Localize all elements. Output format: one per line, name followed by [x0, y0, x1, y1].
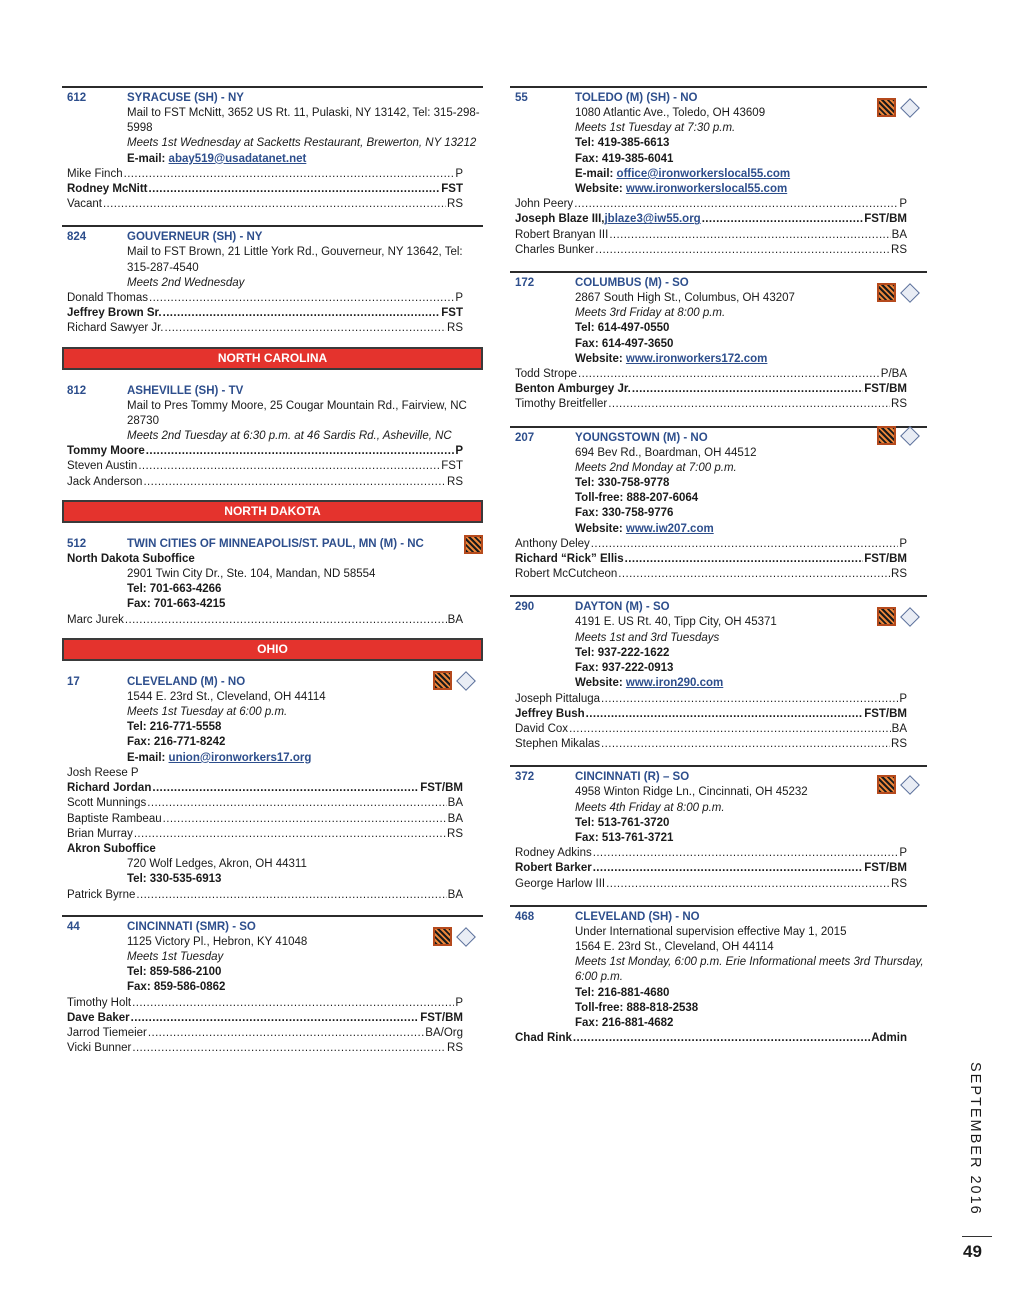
- officer-name: Rodney Adkins: [515, 847, 592, 860]
- local-number: 17: [67, 675, 80, 688]
- dot-leader: [125, 613, 447, 628]
- local-55: [510, 86, 927, 258]
- footer-divider: [962, 1236, 992, 1237]
- officer-role: FST/BM: [864, 383, 907, 396]
- email-link[interactable]: office@ironworkerslocal55.com: [616, 167, 791, 180]
- officer-role: P: [455, 292, 463, 305]
- officer-name: Jeffrey Bush: [515, 707, 585, 720]
- fax: Fax: 216-881-4682: [575, 1016, 674, 1029]
- officer-row: [62, 796, 483, 811]
- toll-free-phone: Toll-free: 888-818-2538: [575, 1001, 699, 1014]
- meeting-info: Meets 1st Wednesday at Sacketts Restaurant, Brewerton, NY 13212: [127, 137, 477, 150]
- officer-name: Richard Sawyer Jr.: [67, 322, 164, 335]
- email-line: E-mail: office@ironworkerslocal55.com: [575, 167, 791, 180]
- officer-role: RS: [891, 738, 907, 751]
- officer-row: [510, 1031, 927, 1046]
- toll-free-phone: Toll-free: 888-207-6064: [575, 492, 699, 505]
- local-name: CLEVELAND (M) - NO: [127, 675, 246, 688]
- local-612: [62, 86, 483, 212]
- certification-badge-icon: [456, 927, 475, 946]
- suboffice-officer-list: [62, 888, 483, 903]
- email-line: E-mail: abay519@usadatanet.net: [127, 152, 307, 165]
- dot-leader: [586, 707, 864, 722]
- fax: Fax: 859-586-0862: [127, 981, 226, 994]
- officer-row: [510, 552, 927, 567]
- officer-row: [62, 996, 483, 1011]
- officer-name: Timothy Breitfeller: [515, 398, 608, 411]
- address: 1125 Victory Pl., Hebron, KY 41048: [127, 935, 308, 948]
- issue-date-vertical: [963, 1060, 987, 1220]
- officer-list: [62, 444, 483, 490]
- dot-leader: [601, 692, 898, 707]
- phone: Tel: 216-881-4680: [575, 986, 670, 999]
- email-link[interactable]: abay519@usadatanet.net: [168, 152, 307, 165]
- fax: Fax: 330-758-9776: [575, 507, 674, 520]
- fax: Fax: 614-497-3650: [575, 337, 674, 350]
- officer-row: [510, 228, 927, 243]
- meeting-info: Meets 4th Friday at 8:00 p.m.: [575, 801, 725, 814]
- iaiw-logo-icon: [433, 927, 452, 946]
- local-name: YOUNGSTOWN (M) - NO: [575, 431, 708, 444]
- officer-row: [510, 861, 927, 876]
- affiliation-icons: [433, 671, 475, 690]
- officer-role: FST/BM: [864, 553, 907, 566]
- certification-badge-icon: [900, 607, 919, 626]
- officer-name: Steven Austin: [67, 460, 138, 473]
- iaiw-logo-icon: [877, 775, 896, 794]
- certification-badge-icon: [456, 671, 475, 690]
- officer-name: George Harlow III: [515, 877, 606, 890]
- officer-role: FST: [441, 183, 463, 196]
- officer-role: RS: [447, 322, 463, 335]
- officer-name: Benton Amburgey Jr.: [515, 383, 631, 396]
- state-header-north-dakota: NORTH DAKOTA: [62, 500, 483, 523]
- officer-row: [62, 459, 483, 474]
- right-column: [510, 86, 927, 1051]
- address: Mail to Pres Tommy Moore, 25 Cougar Mountain Rd., Fairview, NC 28730: [127, 399, 467, 427]
- address: 1564 E. 23rd St., Cleveland, OH 44114: [575, 940, 774, 953]
- local-number: 290: [515, 601, 535, 614]
- page-number: 49: [963, 1242, 982, 1261]
- dot-leader: [163, 812, 447, 827]
- officer-name: Jeffrey Brown Sr.: [67, 307, 162, 320]
- officer-name: Joseph Pittaluga: [515, 692, 601, 705]
- officer-row: [62, 613, 483, 628]
- officer-name: David Cox: [515, 722, 569, 735]
- local-17: [62, 675, 483, 903]
- phone: Tel: 216-771-5558: [127, 721, 222, 734]
- website-line: Website: www.ironworkers172.com: [575, 352, 768, 365]
- phone: Tel: 513-761-3720: [575, 816, 670, 829]
- dot-leader: [124, 167, 455, 182]
- certification-badge-icon: [900, 283, 919, 302]
- meeting-info: Meets 2nd Tuesday at 6:30 p.m. at 46 Sardis Rd., Asheville, NC: [127, 430, 452, 443]
- dot-leader: [132, 996, 454, 1011]
- officer-role: RS: [891, 398, 907, 411]
- left-column: [62, 86, 483, 1061]
- local-207: [510, 426, 927, 583]
- dot-leader: [573, 1031, 870, 1046]
- officer-name: Robert Branyan III: [515, 228, 609, 241]
- officer-role: P: [455, 996, 463, 1009]
- officer-role: BA: [447, 888, 463, 901]
- local-824: [62, 225, 483, 336]
- local-number: 55: [515, 92, 528, 104]
- dot-leader: [593, 846, 899, 861]
- fax: Fax: 937-222-0913: [575, 662, 674, 675]
- address: 1080 Atlantic Ave., Toledo, OH 43609: [575, 107, 766, 119]
- officer-row: [510, 707, 927, 722]
- affiliation-icons: [433, 927, 475, 946]
- meeting-info: Meets 1st and 3rd Tuesdays: [575, 631, 720, 644]
- officer-name: Tommy Moore: [67, 445, 145, 458]
- issue-date: SEPTEMBER 2016: [967, 1062, 983, 1216]
- suboffice-label: Akron Suboffice: [67, 842, 156, 855]
- officer-role: RS: [447, 1042, 463, 1055]
- local-468: [510, 905, 927, 1047]
- iaiw-logo-icon: [877, 426, 896, 445]
- officer-name: Jarrod Tiemeier: [67, 1026, 147, 1039]
- officer-role: BA: [447, 812, 463, 825]
- affiliation-icons: [464, 535, 483, 554]
- state-header-ohio: OHIO: [62, 638, 483, 661]
- officer-role: BA: [891, 228, 907, 241]
- officer-name: Chad Rink: [515, 1032, 572, 1045]
- officer-role: RS: [447, 475, 463, 488]
- address: 4958 Winton Ridge Ln., Cincinnati, OH 45232: [575, 786, 808, 799]
- dot-leader: [152, 781, 419, 796]
- officer-role: P: [455, 445, 463, 458]
- website-link[interactable]: www.iron290.com: [625, 677, 724, 690]
- dot-leader: [569, 722, 891, 737]
- officer-name: Scott Munnings: [67, 797, 147, 810]
- officer-role: FST/BM: [420, 1011, 463, 1024]
- local-number: 172: [515, 277, 535, 290]
- phone: Tel: 330-758-9778: [575, 477, 670, 490]
- dot-leader: [606, 877, 890, 892]
- email-link[interactable]: union@ironworkers17.org: [168, 751, 312, 764]
- affiliation-icons: [877, 426, 919, 445]
- officer-name: Donald Thomas: [67, 292, 148, 305]
- local-number: 372: [515, 771, 535, 784]
- dot-leader: [632, 382, 863, 397]
- officer-list: [510, 1031, 927, 1046]
- local-number: 812: [67, 384, 87, 397]
- dot-leader: [148, 1026, 424, 1041]
- fax: Fax: 513-761-3721: [575, 831, 674, 844]
- officer-list: [62, 613, 483, 628]
- officer-role: P: [899, 847, 907, 860]
- iaiw-logo-icon: [877, 607, 896, 626]
- officer-role: BA: [447, 613, 463, 626]
- meeting-info: Meets 3rd Friday at 8:00 p.m.: [575, 307, 726, 320]
- dot-leader: [134, 827, 446, 842]
- dot-leader: [149, 291, 454, 306]
- officer-role: P/BA: [880, 368, 907, 381]
- officer-role: BA: [891, 722, 907, 735]
- iaiw-logo-icon: [877, 283, 896, 302]
- officer-name: Mike Finch: [67, 167, 123, 180]
- officer-role: FST/BM: [864, 213, 907, 226]
- officer-row: [62, 182, 483, 197]
- dot-leader: [609, 228, 890, 243]
- meeting-info: Meets 2nd Wednesday: [127, 276, 245, 289]
- local-44: [62, 915, 483, 1057]
- officer-row: [62, 1026, 483, 1041]
- address: 694 Bev Rd., Boardman, OH 44512: [575, 446, 757, 459]
- officer-role: RS: [447, 198, 463, 211]
- address: 2867 South High St., Columbus, OH 43207: [575, 292, 795, 305]
- officer-role: FST/BM: [420, 782, 463, 795]
- affiliation-icons: [877, 775, 919, 794]
- local-512: [62, 537, 483, 628]
- officer-list: [62, 996, 483, 1057]
- local-name: CLEVELAND (SH) - NO: [575, 910, 700, 923]
- local-number: 612: [67, 92, 87, 104]
- phone: Tel: 937-222-1622: [575, 646, 670, 659]
- officer-role: BA: [447, 797, 463, 810]
- local-290: [510, 595, 927, 752]
- officer-role: RS: [447, 827, 463, 840]
- officer-list: [510, 367, 927, 413]
- local-name: SYRACUSE (SH) - NY: [127, 92, 244, 104]
- address: Mail to FST McNitt, 3652 US Rt. 11, Pulaski, NY 13142, Tel: 315-298-5998: [127, 107, 480, 135]
- officer-row: [62, 444, 483, 459]
- officer-role: FST/BM: [864, 707, 907, 720]
- officer-role: P: [455, 167, 463, 180]
- officer-role: FST/BM: [864, 862, 907, 875]
- officer-row: [62, 766, 483, 781]
- officer-name: Rodney McNitt: [67, 183, 148, 196]
- officer-row: [62, 321, 483, 336]
- state-header-north-carolina: NORTH CAROLINA: [62, 347, 483, 370]
- phone: Tel: 614-497-0550: [575, 322, 670, 335]
- local-name: GOUVERNEUR (SH) - NY: [127, 231, 263, 244]
- officer-row: [510, 382, 927, 397]
- iaiw-logo-icon: [877, 98, 896, 117]
- officer-name: Josh Reese P: [67, 766, 139, 779]
- supervision-note: Under International supervision effective May 1, 2015: [575, 925, 847, 938]
- dot-leader: [163, 306, 441, 321]
- officer-role: P: [899, 537, 907, 550]
- website-line: Website: www.iron290.com: [575, 677, 724, 690]
- meeting-info: Meets 2nd Monday at 7:00 p.m.: [575, 461, 737, 474]
- local-name: CINCINNATI (R) – SO: [575, 771, 690, 784]
- officer-name: Richard Jordan: [67, 782, 152, 795]
- dot-leader: [625, 552, 864, 567]
- dot-leader: [143, 475, 446, 490]
- officer-list: [62, 766, 483, 842]
- local-172: [510, 271, 927, 413]
- certification-badge-icon: [900, 775, 919, 794]
- officer-role: BA/Org: [425, 1026, 463, 1039]
- fax: Fax: 701-663-4215: [127, 598, 226, 611]
- officer-row: [510, 722, 927, 737]
- officer-row: [510, 212, 927, 227]
- local-name: CINCINNATI (SMR) - SO: [127, 920, 256, 933]
- officer-role: FST: [441, 307, 463, 320]
- officer-row: [510, 737, 927, 752]
- officer-row: [62, 1041, 483, 1056]
- iaiw-logo-icon: [464, 535, 483, 554]
- officer-role: P: [899, 692, 907, 705]
- officer-list: [510, 846, 927, 892]
- email-line: E-mail: union@ironworkers17.org: [127, 751, 312, 764]
- officer-role: RS: [891, 877, 907, 890]
- officer-row: [62, 197, 483, 212]
- officer-name: Charles Bunker: [515, 243, 595, 256]
- officer-email-link[interactable]: jblaze3@iw55.org: [604, 213, 701, 226]
- local-name: COLUMBUS (M) - SO: [575, 277, 689, 290]
- officer-name: Timothy Holt: [67, 996, 132, 1009]
- dot-leader: [138, 459, 440, 474]
- officer-row: [62, 888, 483, 903]
- website-line: Website: www.ironworkerslocal55.com: [575, 183, 788, 196]
- meeting-info: Meets 1st Tuesday at 7:30 p.m.: [575, 122, 736, 135]
- officer-name: Robert Barker: [515, 862, 592, 875]
- officer-name: Baptiste Rambeau: [67, 812, 162, 825]
- iaiw-logo-icon: [433, 671, 452, 690]
- officer-row: [510, 692, 927, 707]
- dot-leader: [595, 243, 890, 258]
- officer-row: [510, 846, 927, 861]
- local-number: 207: [515, 431, 535, 444]
- local-name: DAYTON (M) - SO: [575, 601, 670, 614]
- officer-row: [510, 367, 927, 382]
- meeting-info: Meets 1st Tuesday at 6:00 p.m.: [127, 706, 288, 719]
- local-number: 44: [67, 920, 80, 933]
- suboffice-label: North Dakota Suboffice: [67, 552, 195, 565]
- dot-leader: [165, 321, 447, 336]
- officer-name: Stephen Mikalas: [515, 738, 601, 751]
- address: 1544 E. 23rd St., Cleveland, OH 44114: [127, 690, 326, 703]
- dot-leader: [593, 861, 863, 876]
- officer-row: [510, 537, 927, 552]
- officer-name: Joseph Blaze III,: [515, 213, 605, 226]
- local-name: TOLEDO (M) (SH) - NO: [575, 92, 698, 104]
- officer-name: Patrick Byrne: [67, 888, 136, 901]
- website-link[interactable]: www.ironworkerslocal55.com: [625, 183, 788, 196]
- website-link[interactable]: www.ironworkers172.com: [625, 352, 768, 365]
- dot-leader: [149, 182, 441, 197]
- officer-name: Anthony Deley: [515, 537, 590, 550]
- dot-leader: [578, 367, 880, 382]
- officer-name: Vicki Bunner: [67, 1042, 132, 1055]
- officer-row: [62, 291, 483, 306]
- officer-row: [510, 397, 927, 412]
- local-number: 468: [515, 910, 535, 923]
- officer-row: [62, 827, 483, 842]
- fax: Fax: 216-771-8242: [127, 736, 226, 749]
- officer-role: P: [899, 198, 907, 211]
- dot-leader: [132, 1041, 446, 1056]
- dot-leader: [591, 537, 899, 552]
- dot-leader: [146, 444, 455, 459]
- officer-list: [510, 692, 927, 753]
- dot-leader: [574, 197, 898, 212]
- meeting-info: Meets 1st Tuesday: [127, 950, 224, 963]
- officer-name: Vacant: [67, 198, 102, 211]
- dot-leader: [136, 888, 446, 903]
- website-link[interactable]: www.iw207.com: [625, 522, 714, 535]
- officer-list: [62, 167, 483, 213]
- dot-leader: [702, 212, 863, 227]
- affiliation-icons: [877, 283, 919, 302]
- officer-name: Marc Jurek: [67, 613, 124, 626]
- phone: Tel: 859-586-2100: [127, 966, 222, 979]
- phone: Tel: 701-663-4266: [127, 583, 222, 596]
- affiliation-icons: [877, 607, 919, 626]
- affiliation-icons: [877, 98, 919, 117]
- officer-list: [62, 291, 483, 337]
- address: Mail to FST Brown, 21 Little York Rd., Gouverneur, NY 13642, Tel: 315-287-4540: [127, 246, 463, 274]
- officer-name: John Peery: [515, 198, 574, 211]
- officer-row: [510, 877, 927, 892]
- address: 4191 E. US Rt. 40, Tipp City, OH 45371: [575, 616, 777, 629]
- officer-role: Admin: [871, 1032, 907, 1045]
- dot-leader: [608, 397, 890, 412]
- local-number: 824: [67, 231, 87, 244]
- local-name: TWIN CITIES OF MINNEAPOLIS/ST. PAUL, MN (M) - NC: [127, 537, 424, 550]
- officer-name: Richard “Rick” Ellis: [515, 553, 624, 566]
- certification-badge-icon: [900, 98, 919, 117]
- officer-name: Dave Baker: [67, 1011, 130, 1024]
- suboffice-address: 720 Wolf Ledges, Akron, OH 44311: [127, 858, 307, 871]
- officer-row: [62, 1011, 483, 1026]
- officer-row: [62, 812, 483, 827]
- officer-list: [510, 197, 927, 258]
- certification-badge-icon: [900, 426, 919, 445]
- officer-row: [510, 243, 927, 258]
- local-number: 512: [67, 537, 87, 550]
- dot-leader: [618, 567, 890, 582]
- officer-role: FST: [441, 460, 463, 473]
- officer-name: Jack Anderson: [67, 475, 143, 488]
- dot-leader: [147, 796, 446, 811]
- officer-list: [510, 537, 927, 583]
- suboffice-phone: Tel: 330-535-6913: [127, 873, 222, 886]
- address: 2901 Twin City Dr., Ste. 104, Mandan, ND 58554: [127, 568, 376, 581]
- dot-leader: [103, 197, 446, 212]
- officer-name: Brian Murray: [67, 827, 133, 840]
- website-line: Website: www.iw207.com: [575, 522, 714, 535]
- officer-role: RS: [891, 243, 907, 256]
- officer-row: [62, 781, 483, 796]
- dot-leader: [601, 737, 890, 752]
- officer-role: RS: [891, 568, 907, 581]
- local-name: ASHEVILLE (SH) - TV: [127, 384, 244, 397]
- dot-leader: [131, 1011, 420, 1026]
- officer-row: [62, 306, 483, 321]
- phone: Tel: 419-385-6613: [575, 137, 670, 150]
- officer-name: Todd Strope: [515, 368, 578, 381]
- officer-name: Robert McCutcheon: [515, 568, 618, 581]
- meeting-info: Meets 1st Monday, 6:00 p.m. Erie Informational meets 3rd Thursday, 6:00 p.m.: [575, 956, 924, 984]
- local-372: [510, 765, 927, 891]
- officer-row: [510, 197, 927, 212]
- officer-row: [62, 475, 483, 490]
- local-812: [62, 384, 483, 490]
- officer-row: [62, 167, 483, 182]
- officer-row: [510, 567, 927, 582]
- fax: Fax: 419-385-6041: [575, 152, 674, 165]
